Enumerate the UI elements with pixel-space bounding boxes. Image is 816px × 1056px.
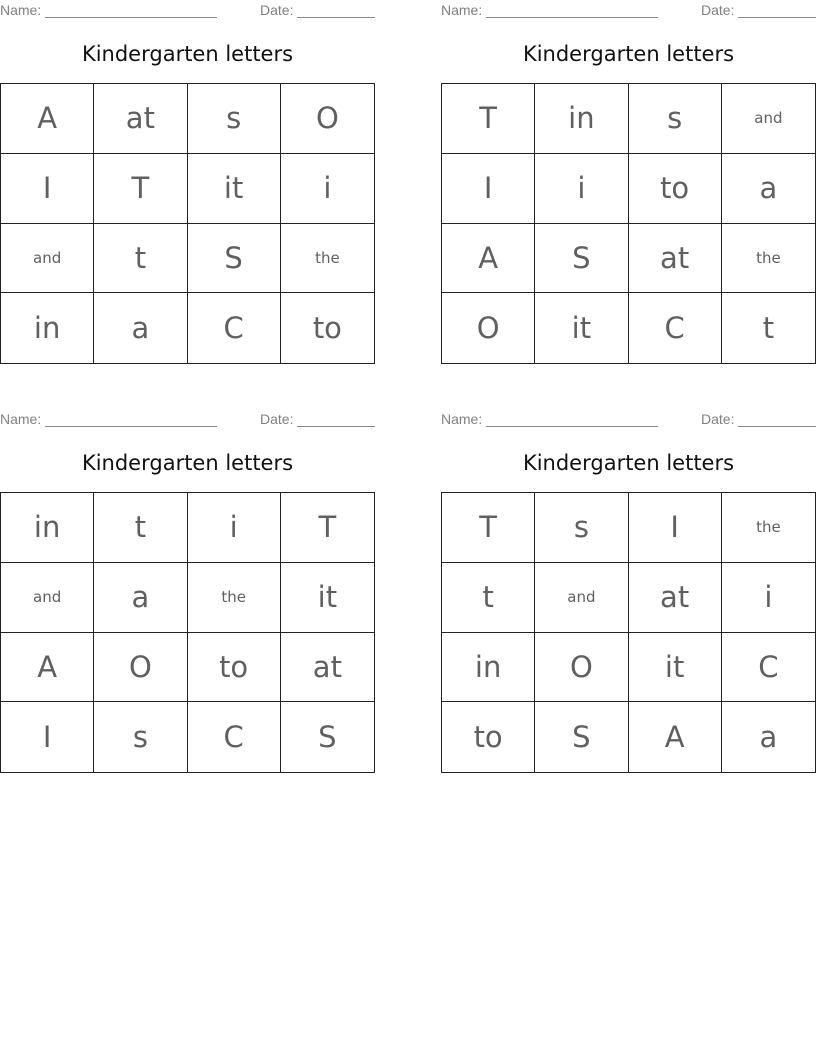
grid-cell[interactable]: at: [94, 84, 187, 154]
grid-cell[interactable]: the: [188, 563, 281, 633]
grid-cell[interactable]: C: [722, 633, 815, 703]
grid-cell[interactable]: the: [722, 224, 815, 294]
grid-cell[interactable]: S: [535, 224, 628, 294]
grid-cell[interactable]: T: [281, 493, 374, 563]
grid-cell[interactable]: i: [535, 154, 628, 224]
grid-cell[interactable]: in: [1, 293, 94, 363]
grid-cell[interactable]: O: [442, 293, 535, 363]
grid-cell[interactable]: t: [94, 224, 187, 294]
date-blank-line[interactable]: [738, 426, 816, 427]
grid-cell[interactable]: A: [1, 84, 94, 154]
name-blank-line[interactable]: [486, 426, 658, 427]
grid-cell[interactable]: and: [1, 563, 94, 633]
bingo-grid: [0, 83, 375, 364]
name-blank-line[interactable]: [486, 17, 658, 18]
card-title: Kindergarten letters: [522, 451, 735, 475]
name-date-row: [441, 411, 816, 429]
name-label: Name:: [0, 2, 42, 18]
grid-cell[interactable]: O: [281, 84, 374, 154]
grid-cell[interactable]: it: [629, 633, 722, 703]
grid-cell[interactable]: I: [1, 154, 94, 224]
date-blank-line[interactable]: [297, 17, 375, 18]
name-label: Name:: [441, 411, 483, 427]
date-label: Date:: [260, 411, 294, 427]
name-date-row: [441, 2, 816, 20]
grid-cell[interactable]: a: [759, 720, 778, 755]
grid-cell[interactable]: A: [1, 633, 94, 703]
grid-cell[interactable]: I: [1, 702, 94, 772]
name-blank-line[interactable]: [45, 17, 217, 18]
grid-cell[interactable]: it: [188, 154, 281, 224]
grid-cell[interactable]: s: [629, 84, 722, 154]
date-label: Date:: [701, 411, 735, 427]
grid-cell[interactable]: A: [629, 702, 722, 772]
bingo-grid: [441, 492, 816, 773]
bingo-grid: [441, 83, 816, 364]
grid-cell[interactable]: s: [535, 493, 628, 563]
grid-cell[interactable]: and: [535, 563, 628, 633]
date-blank-line[interactable]: [297, 426, 375, 427]
grid-cell[interactable]: the: [722, 493, 815, 563]
grid-cell[interactable]: O: [94, 633, 187, 703]
grid-cell[interactable]: C: [188, 293, 281, 363]
grid-cell[interactable]: i: [281, 154, 374, 224]
grid-cell[interactable]: and: [722, 84, 815, 154]
grid-cell[interactable]: to: [629, 154, 722, 224]
grid-cell[interactable]: at: [629, 563, 722, 633]
grid-cell[interactable]: at: [629, 224, 722, 294]
grid-cell[interactable]: T: [442, 84, 535, 154]
bingo-grid: [0, 492, 375, 773]
grid-cell[interactable]: t: [94, 493, 187, 563]
grid-cell[interactable]: i: [188, 493, 281, 563]
grid-cell[interactable]: a: [94, 563, 187, 633]
grid-cell[interactable]: at: [281, 633, 374, 703]
grid-cell[interactable]: a: [94, 293, 187, 363]
grid-cell[interactable]: S: [318, 720, 337, 755]
grid-cell[interactable]: in: [1, 493, 94, 563]
date-blank-line[interactable]: [738, 17, 816, 18]
grid-cell[interactable]: s: [94, 702, 187, 772]
grid-cell[interactable]: to: [442, 702, 535, 772]
grid-cell[interactable]: T: [442, 493, 535, 563]
grid-cell[interactable]: S: [535, 702, 628, 772]
grid-cell[interactable]: A: [442, 224, 535, 294]
grid-cell[interactable]: I: [442, 154, 535, 224]
grid-cell[interactable]: t: [442, 563, 535, 633]
grid-cell[interactable]: to: [188, 633, 281, 703]
grid-cell[interactable]: s: [188, 84, 281, 154]
name-blank-line[interactable]: [45, 426, 217, 427]
grid-cell[interactable]: it: [535, 293, 628, 363]
name-label: Name:: [0, 411, 42, 427]
name-label: Name:: [441, 2, 483, 18]
grid-cell[interactable]: t: [762, 311, 775, 346]
grid-cell[interactable]: it: [281, 563, 374, 633]
grid-cell[interactable]: to: [312, 311, 342, 346]
grid-cell[interactable]: in: [535, 84, 628, 154]
name-date-row: [0, 2, 375, 20]
grid-cell[interactable]: T: [94, 154, 187, 224]
date-label: Date:: [701, 2, 735, 18]
grid-cell[interactable]: and: [1, 224, 94, 294]
grid-cell[interactable]: the: [281, 224, 374, 294]
grid-cell[interactable]: C: [629, 293, 722, 363]
card-title: Kindergarten letters: [522, 42, 735, 66]
grid-cell[interactable]: a: [722, 154, 815, 224]
name-date-row: [0, 411, 375, 429]
grid-cell[interactable]: i: [722, 563, 815, 633]
grid-cell[interactable]: I: [629, 493, 722, 563]
grid-cell[interactable]: C: [188, 702, 281, 772]
grid-cell[interactable]: O: [535, 633, 628, 703]
card-title: Kindergarten letters: [81, 451, 294, 475]
date-label: Date:: [260, 2, 294, 18]
grid-cell[interactable]: S: [188, 224, 281, 294]
card-title: Kindergarten letters: [81, 42, 294, 66]
grid-cell[interactable]: in: [442, 633, 535, 703]
